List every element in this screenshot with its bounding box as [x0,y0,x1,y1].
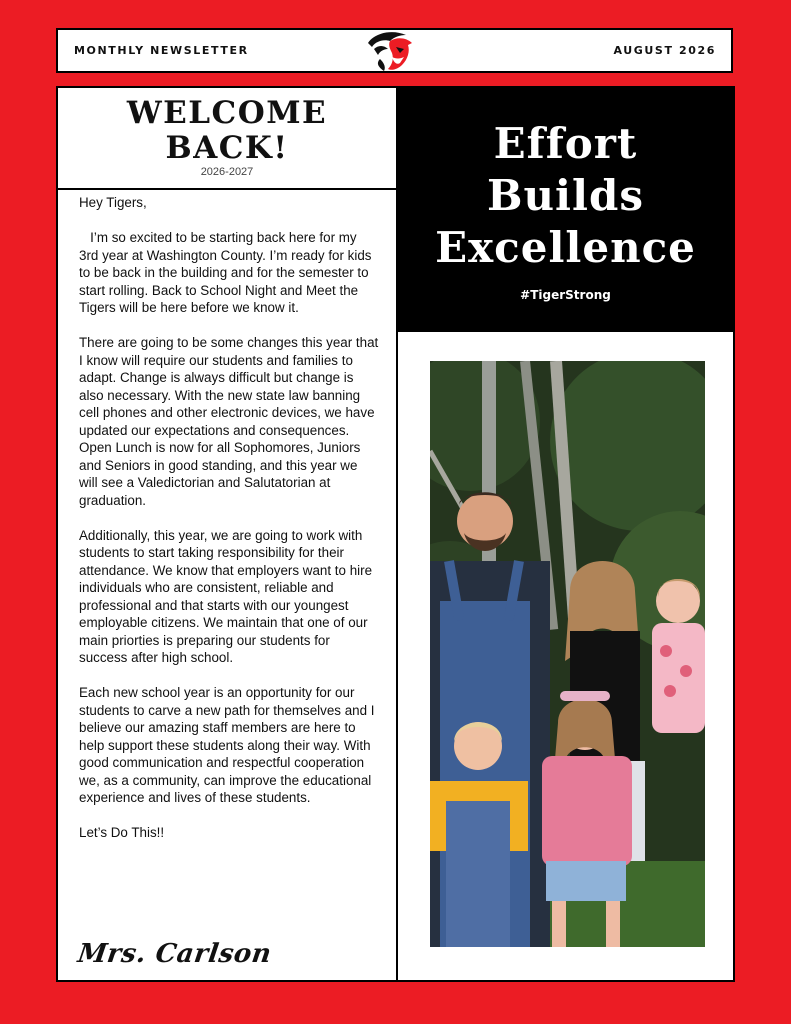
hashtag: #TigerStrong [520,288,611,302]
letter-paragraph: I’m so excited to be starting back here for my 3rd year at Washington County. I’m ready for kids to be back in the building and for the semester to start rolling. Back to School Night and Meet the Tigers will be here before we know it. [79,230,372,315]
motto-panel [396,88,735,332]
motto-line1: Effort [493,119,638,168]
motto-line2: Builds [487,171,644,220]
welcome-title [58,96,396,166]
letter-greeting: Hey Tigers, [79,195,147,210]
letter-column [58,88,398,980]
letter-closing: Let’s Do This!! [79,825,165,840]
newsletter-header [56,28,733,73]
letter-paragraph: There are going to be some changes this year that I know will require our students and families to adapt. Change is always difficult but change is also necessary. With the new state law banning cell phones and other electronic devices, we have updated our expectations and consequences. Open Lunch is now for all Sophomores, Juniors and Seniors in good standing, and this year we will see a Valedictorian and Salutatorian at graduation. [79,335,379,508]
newsletter-label: MONTHLY NEWSLETTER [74,44,249,57]
welcome-title-line1: WELCOME [126,95,328,131]
school-year: 2026-2027 [200,166,254,178]
motto-line3: Excellence [435,223,696,272]
issue-date: AUGUST 2026 [613,44,716,57]
principal-letter [79,194,379,859]
newsletter-body [56,86,735,982]
motto-title [396,118,735,274]
letter-paragraph: Additionally, this year, we are going to work with students to start taking responsibility for their attendance. We know that employers want to hire individuals who are consistent, reliable and professional and that starts with our youngest employable citizens. We maintain that one of our main priorties is preparing our students for success after high school. [79,527,373,665]
tiger-logo-icon [362,29,418,73]
welcome-box [58,88,396,190]
family-photo-image [430,361,705,947]
letter-paragraph: Each new school year is an opportunity for our students to carve a new path for themselves and I believe our amazing staff members are here to help support these students along their way. With good communication and respectful cooperation we, as a community, can improve the educational experience and lives of these students. [79,685,375,805]
welcome-title-line2: BACK! [165,130,289,166]
signature: Mrs. Carlson [75,939,274,969]
family-photo [430,361,705,947]
